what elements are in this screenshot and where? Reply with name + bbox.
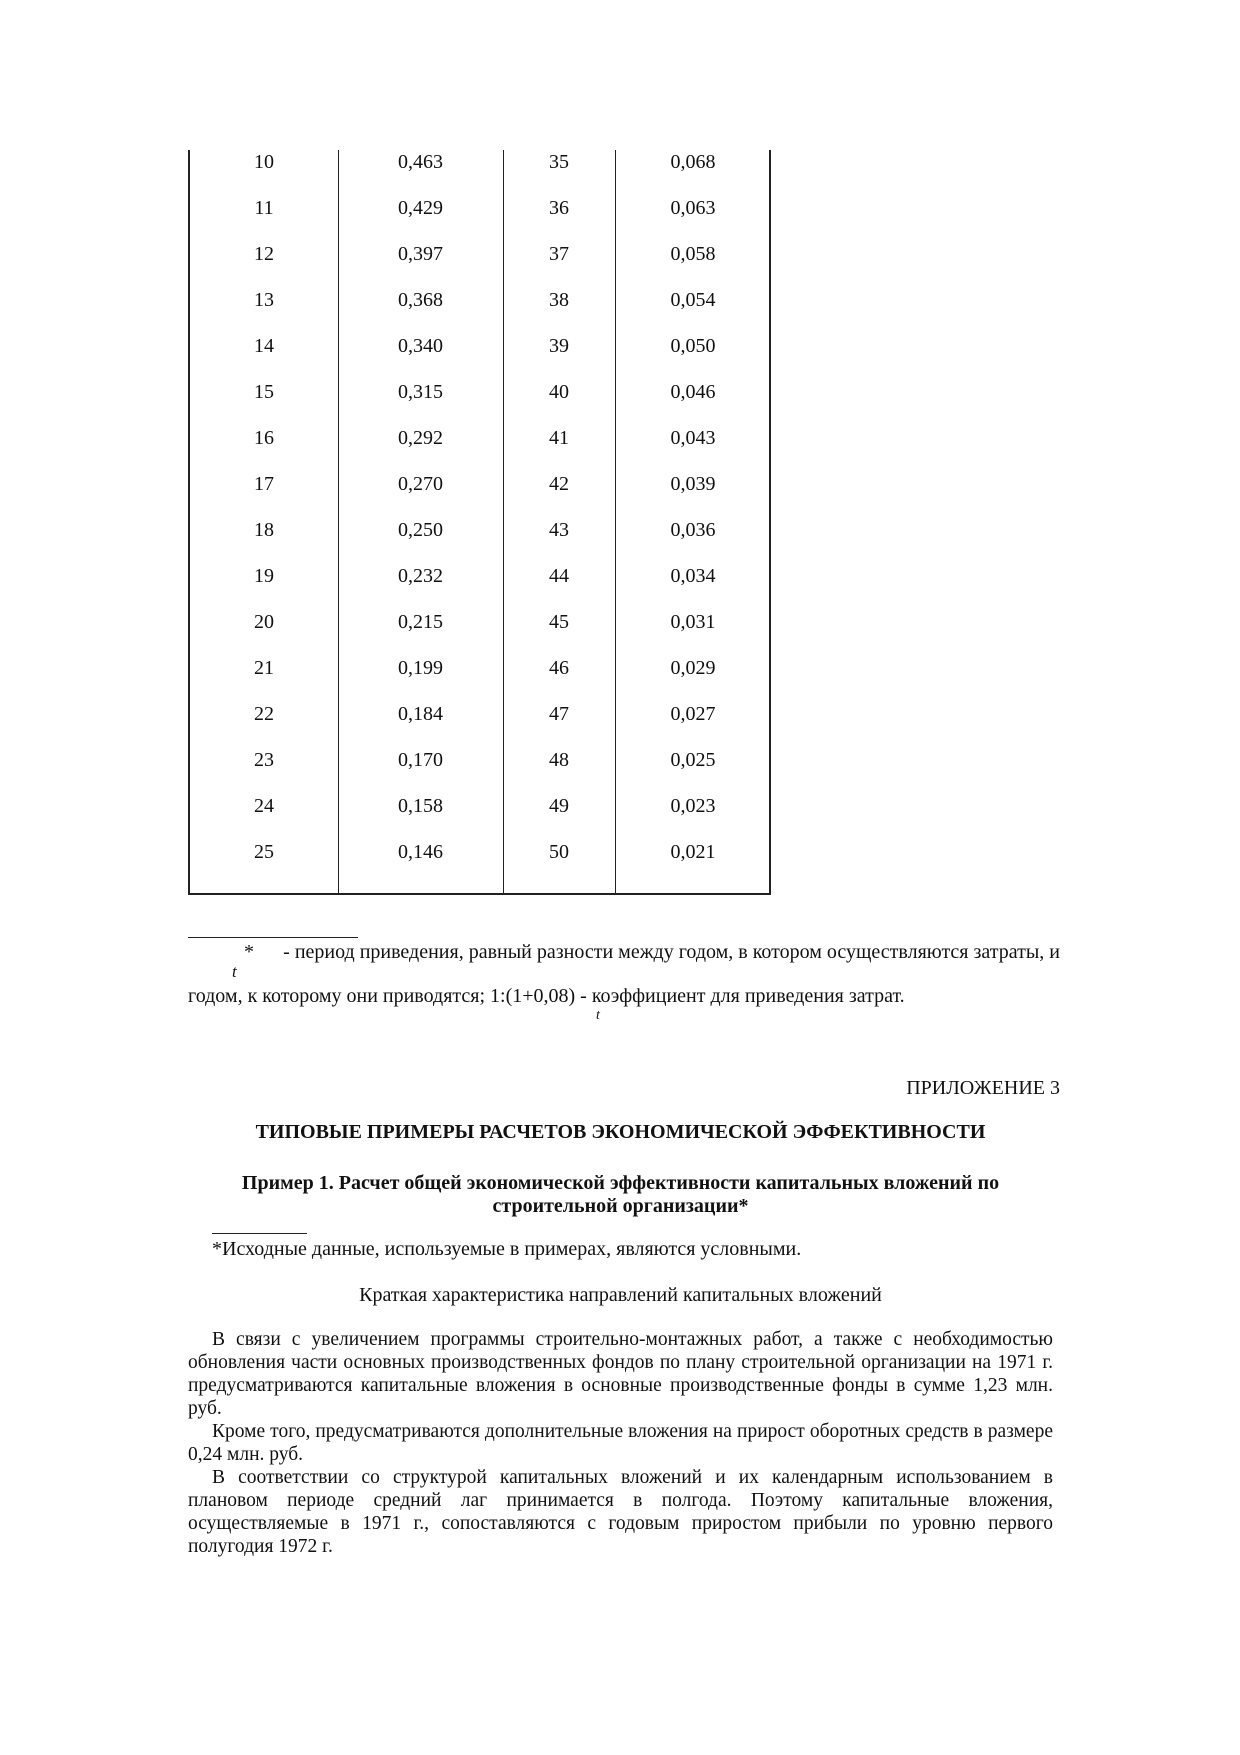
table-cell: 0,340 — [398, 335, 443, 357]
table-cell: 0,199 — [398, 657, 443, 679]
source-note: *Исходные данные, используемые в примерах, являются условными. — [212, 1238, 802, 1260]
table-cell: 0,146 — [398, 841, 443, 863]
footnote-star: * — [244, 941, 254, 963]
coefficient-table — [188, 150, 771, 895]
table-cell: 0,158 — [398, 795, 443, 817]
table-cell: 0,429 — [398, 197, 443, 219]
table-cell: 45 — [549, 611, 569, 633]
example-title-line-1: Пример 1. Расчет общей экономической эффективности капитальных вложений по — [241, 1172, 1000, 1194]
table-cell: 0,250 — [398, 519, 443, 541]
table-cell: 0,270 — [398, 473, 443, 495]
table-cell: 14 — [254, 335, 274, 357]
table-cell: 0,039 — [670, 473, 716, 495]
table-row — [190, 150, 769, 196]
table-row — [190, 840, 769, 886]
example-title-line-2: строительной организации* — [492, 1195, 749, 1217]
table-cell: 43 — [549, 519, 569, 541]
table-row — [190, 472, 769, 518]
table-cell: 19 — [254, 565, 274, 587]
paragraph: В соответствии со структурой капитальных вложений и их календарным использованием в плановом периоде средний лаг принимается в полгода. Поэтому капитальные вложения, осуществляемые в 1971 г., сопоставляются с годовым приростом прибыли по уровню первого полугодия 1972 г. — [188, 1467, 1053, 1557]
table-cell: 46 — [549, 657, 569, 679]
table-cell: 0,315 — [398, 381, 443, 403]
paragraph: В связи с увеличением программы строительно-монтажных работ, а также с необходимостью обновления части основных производственных фондов по плану строительной организации на 1971 г. предусматриваются капитальные вложения в основные производственные фонды в сумме 1,23 млн. руб. — [188, 1329, 1053, 1419]
table-cell: 0,031 — [670, 611, 716, 633]
table-row — [190, 656, 769, 702]
table-cell: 0,021 — [670, 841, 716, 863]
table-cell: 39 — [549, 335, 569, 357]
table-cell: 23 — [254, 749, 274, 771]
body-text — [188, 1328, 1053, 1558]
table-cell: 38 — [549, 289, 569, 311]
table-cell: 0,023 — [670, 795, 716, 817]
table-row — [190, 518, 769, 564]
table-cell: 36 — [549, 197, 569, 219]
table-cell: 0,027 — [670, 703, 716, 725]
table-cell: 21 — [254, 657, 274, 679]
table-cell: 41 — [549, 427, 569, 449]
table-cell: 40 — [549, 381, 569, 403]
table-cell: 47 — [549, 703, 569, 725]
example-title — [188, 1172, 1053, 1218]
table-cell: 12 — [254, 243, 274, 265]
subheading: Краткая характеристика направлений капитальных вложений — [359, 1284, 882, 1306]
table-row — [190, 794, 769, 840]
table-cell: 48 — [549, 749, 569, 771]
table-cell: 15 — [254, 381, 274, 403]
table-cell: 0,034 — [670, 565, 716, 587]
table-row — [190, 564, 769, 610]
table-cell: 0,170 — [398, 749, 443, 771]
table-cell: 0,463 — [398, 151, 443, 173]
table-cell: 0,036 — [670, 519, 716, 541]
table-row — [190, 334, 769, 380]
table-row — [190, 242, 769, 288]
table-cell: 0,058 — [670, 243, 716, 265]
table-row — [190, 288, 769, 334]
table-cell: 0,184 — [398, 703, 443, 725]
table-cell: 0,368 — [398, 289, 443, 311]
table-cell: 0,215 — [398, 611, 443, 633]
footnote-symbol-t: t — [232, 962, 237, 981]
table-cell: 22 — [254, 703, 274, 725]
table-cell: 25 — [254, 841, 274, 863]
table-row — [190, 426, 769, 472]
table-cell: 42 — [549, 473, 569, 495]
table-cell: 16 — [254, 427, 274, 449]
table-cell: 11 — [254, 197, 274, 219]
table-row — [190, 610, 769, 656]
table-cell: 44 — [549, 565, 569, 587]
table-cell: 0,025 — [670, 749, 716, 771]
table-cell: 0,068 — [670, 151, 716, 173]
footnote-separator — [188, 937, 358, 938]
table-cell: 24 — [254, 795, 274, 817]
table-cell: 17 — [254, 473, 274, 495]
table-cell: 0,029 — [670, 657, 716, 679]
source-note-separator — [212, 1233, 307, 1234]
table-cell: 0,050 — [670, 335, 716, 357]
table-cell: 0,232 — [398, 565, 443, 587]
footnote-text-1: - период приведения, равный разности между годом, в котором осуществляются затраты, и — [283, 941, 1060, 963]
table-cell: 50 — [549, 841, 569, 863]
table-cell: 18 — [254, 519, 274, 541]
footnote-text-2: годом, к которому они приводятся; 1:(1+0,08) - коэффициент для приведения затрат. — [188, 985, 905, 1007]
section-title: ТИПОВЫЕ ПРИМЕРЫ РАСЧЕТОВ ЭКОНОМИЧЕСКОЙ ЭФФЕКТИВНОСТИ — [255, 1121, 986, 1143]
table-row — [190, 748, 769, 794]
table-cell: 0,046 — [670, 381, 716, 403]
table-cell: 49 — [549, 795, 569, 817]
table-cell: 13 — [254, 289, 274, 311]
footnote-line-2 — [188, 984, 1060, 1023]
table-row — [190, 196, 769, 242]
footnote-exponent-t: t — [596, 1008, 600, 1023]
table-cell: 35 — [549, 151, 569, 173]
table-cell: 0,043 — [670, 427, 716, 449]
table-cell: 10 — [254, 151, 274, 173]
table-row — [190, 380, 769, 426]
table-cell: 37 — [549, 243, 569, 265]
table-cell: 0,397 — [398, 243, 443, 265]
table-cell: 0,292 — [398, 427, 443, 449]
table-cell: 0,063 — [670, 197, 716, 219]
table-cell: 0,054 — [670, 289, 716, 311]
table-cell: 20 — [254, 611, 274, 633]
appendix-label: ПРИЛОЖЕНИЕ 3 — [906, 1077, 1060, 1099]
paragraph: Кроме того, предусматриваются дополнительные вложения на прирост оборотных средств в размере 0,24 млн. руб. — [188, 1421, 1053, 1465]
table-row — [190, 702, 769, 748]
